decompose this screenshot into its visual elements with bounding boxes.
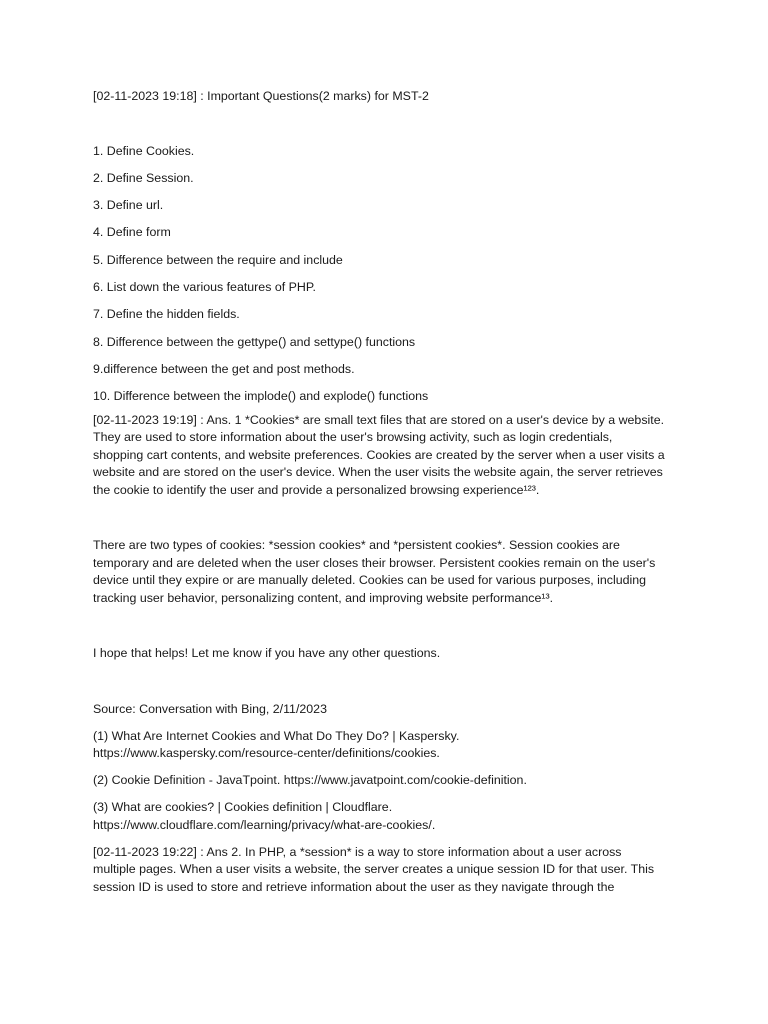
cookie-types-paragraph: There are two types of cookies: *session cookies* and *persistent cookies*. Session cookies are temporary and are deleted when the user closes their browser. Persistent cookies remain on the user's device until they expire or are manually deleted. Cookies can be used for various purposes, including tracking user behavior, personalizing content, and improving website performance¹³. — [93, 538, 656, 605]
question-item: 7. Define the hidden fields. — [93, 307, 240, 322]
question-list — [93, 143, 665, 406]
answer-1-paragraph: [02-11-2023 19:19] : Ans. 1 *Cookies* are small text files that are stored on a user's device by a website. They are used to store information about the user's browsing activity, such as login credentials, shopping cart contents, and website preferences. Cookies are created by the server when a user visits a website and are stored on the user's device. When the user visits the website again, the server retrieves the cookie to identify the user and provide a personalized browsing experience¹²³. — [93, 412, 665, 497]
source-heading: Source: Conversation with Bing, 2/11/2023 — [93, 701, 327, 716]
reference-url: https://www.javatpoint.com/cookie-definition. — [283, 773, 527, 788]
document-page — [93, 88, 665, 896]
reference-title: (2) Cookie Definition - JavaTpoint. — [93, 773, 281, 788]
reference-title: (3) What are cookies? | Cookies definition | Cloudflare. — [93, 800, 393, 815]
question-item: 3. Define url. — [93, 198, 164, 213]
message-header: [02-11-2023 19:18] : Important Questions(2 marks) for MST-2 — [93, 89, 429, 103]
reference-url: https://www.kaspersky.com/resource-center/definitions/cookies. — [93, 746, 440, 761]
answer-2-paragraph: [02-11-2023 19:22] : Ans 2. In PHP, a *session* is a way to store information about a user across multiple pages. When a user visits a website, the server creates a unique session ID for that user. This session ID is used to store and retrieve information about the user as they navigate through the — [93, 844, 655, 894]
question-item: 9.difference between the get and post methods. — [93, 361, 355, 376]
question-item: 6. List down the various features of PHP. — [93, 279, 316, 294]
question-item: 5. Difference between the require and include — [93, 252, 343, 267]
reference-item — [93, 772, 665, 790]
reference-title: (1) What Are Internet Cookies and What Do They Do? | Kaspersky. — [93, 728, 460, 743]
question-item: 10. Difference between the implode() and explode() functions — [93, 389, 429, 404]
reference-url: https://www.cloudflare.com/learning/privacy/what-are-cookies/. — [93, 817, 436, 832]
question-item: 4. Define form — [93, 225, 171, 240]
reference-item — [93, 728, 665, 763]
question-item: 1. Define Cookies. — [93, 143, 195, 158]
question-item: 2. Define Session. — [93, 170, 194, 185]
question-item: 8. Difference between the gettype() and settype() functions — [93, 334, 416, 349]
reference-item — [93, 799, 665, 834]
closing-paragraph: I hope that helps! Let me know if you have any other questions. — [93, 646, 441, 661]
